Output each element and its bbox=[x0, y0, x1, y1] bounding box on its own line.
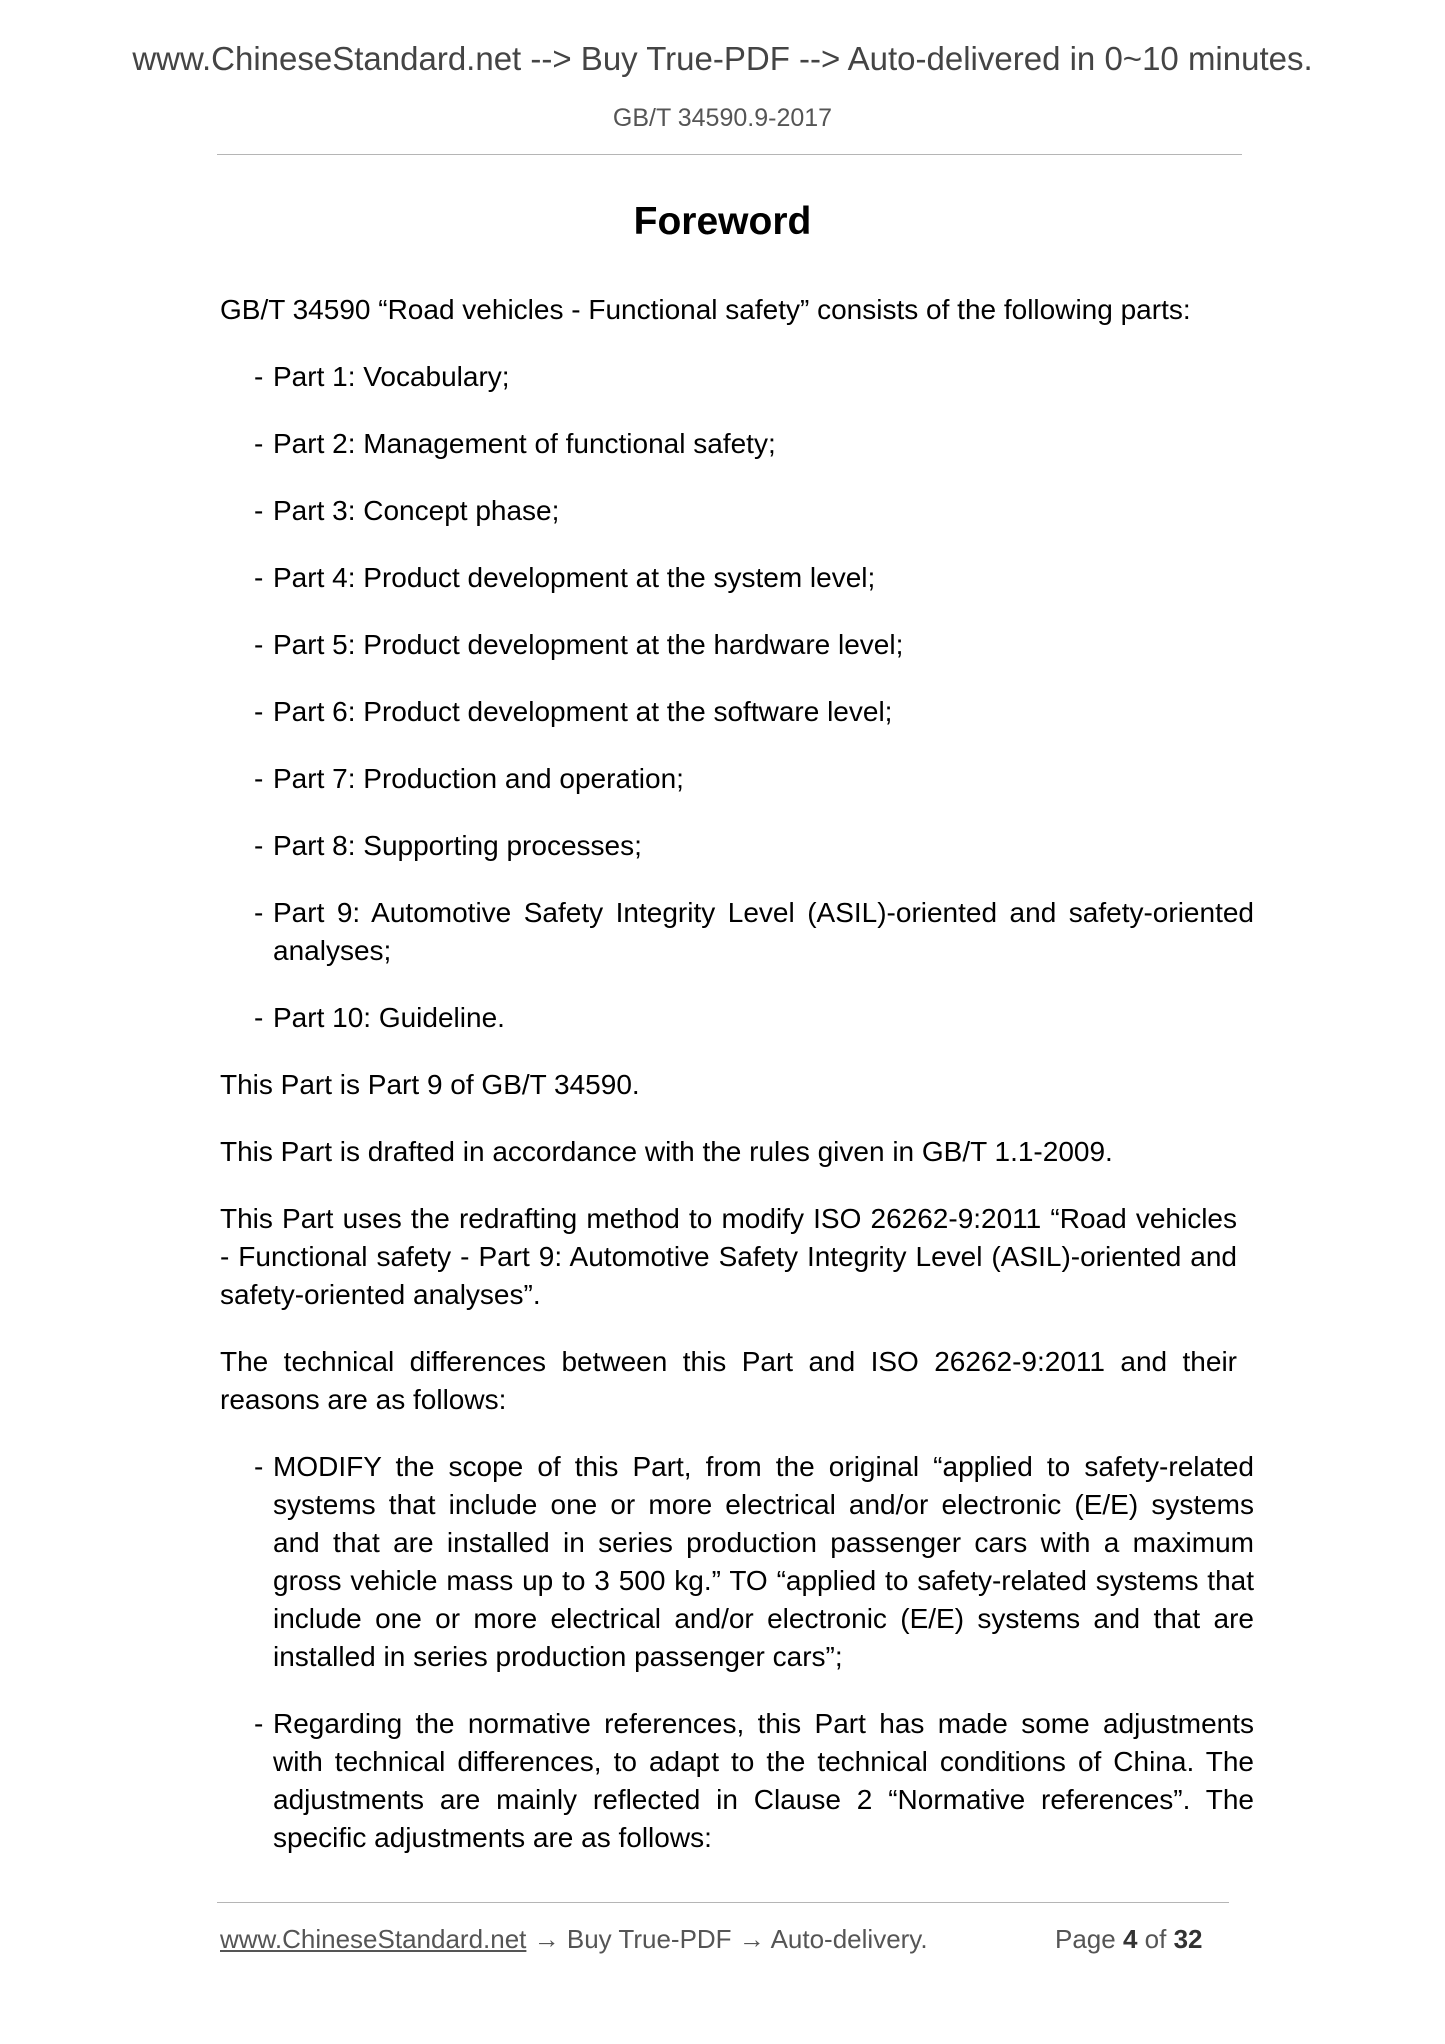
list-item-part-1 bbox=[254, 358, 1254, 396]
list-item-text: MODIFY the scope of this Part, from the original “applied to safety-related systems that include one or more electrical and/or electronic (E/E) systems and that are installed in series production passenger cars with a maximum gross vehicle mass up to 3 500 kg.” TO “applied to safety-related systems that include one or more electrical and/or electronic (E/E) systems and that are installed in series production passenger cars”; bbox=[273, 1451, 1254, 1672]
list-item-part-6 bbox=[254, 693, 1254, 731]
top-banner: www.ChineseStandard.net --> Buy True-PDF --> Auto-delivered in 0~10 minutes. bbox=[132, 40, 1313, 77]
list-item-part-5 bbox=[254, 626, 1254, 664]
difference-item-references bbox=[254, 1705, 1254, 1857]
list-item-text: Part 4: Product development at the system level; bbox=[273, 562, 876, 593]
list-dash: - bbox=[254, 1002, 264, 1033]
list-item-part-8 bbox=[254, 827, 1254, 865]
page-number: 4 bbox=[1122, 1924, 1138, 1954]
list-item-text: Part 10: Guideline. bbox=[273, 1002, 505, 1033]
intro-paragraph: GB/T 34590 “Road vehicles - Functional safety” consists of the following parts: bbox=[220, 294, 1191, 325]
list-item-part-10 bbox=[254, 999, 1254, 1037]
list-item-text: Part 9: Automotive Safety Integrity Level (ASIL)-oriented and safety-oriented analyses; bbox=[273, 897, 1254, 966]
list-dash: - bbox=[254, 830, 264, 861]
list-dash: - bbox=[254, 696, 264, 727]
list-dash: - bbox=[254, 428, 264, 459]
page-indicator bbox=[1055, 1924, 1203, 1955]
list-dash: - bbox=[254, 361, 264, 392]
list-item-part-3 bbox=[254, 492, 1254, 530]
footer-divider bbox=[217, 1902, 1229, 1903]
list-dash: - bbox=[254, 1708, 264, 1739]
footer-tail-text: → Buy True-PDF → Auto-delivery. bbox=[526, 1924, 928, 1954]
header-divider bbox=[217, 154, 1242, 155]
paragraph-drafting-rules: This Part is drafted in accordance with the rules given in GB/T 1.1-2009. bbox=[220, 1136, 1113, 1167]
list-item-text: Part 7: Production and operation; bbox=[273, 763, 684, 794]
paragraph-technical-differences: The technical differences between this Part and ISO 26262-9:2011 and their reasons are as follows: bbox=[220, 1346, 1237, 1415]
list-item-text: Part 6: Product development at the software level; bbox=[273, 696, 893, 727]
list-item-text: Part 2: Management of functional safety; bbox=[273, 428, 776, 459]
list-dash: - bbox=[254, 495, 264, 526]
list-item-text: Part 1: Vocabulary; bbox=[273, 361, 510, 392]
page-title: Foreword bbox=[633, 200, 812, 243]
list-dash: - bbox=[254, 1451, 264, 1482]
list-item-part-4 bbox=[254, 559, 1254, 597]
paragraph-redrafting-method: This Part uses the redrafting method to modify ISO 26262-9:2011 “Road vehicles - Functional safety - Part 9: Automotive Safety Integrity Level (ASIL)-oriented and safety-oriented analyses”. bbox=[220, 1203, 1237, 1310]
list-dash: - bbox=[254, 629, 264, 660]
paragraph-part-number: This Part is Part 9 of GB/T 34590. bbox=[220, 1069, 640, 1100]
page-label: Page bbox=[1055, 1924, 1116, 1954]
list-item-text: Regarding the normative references, this Part has made some adjustments with technical differences, to adapt to the technical conditions of China. The adjustments are mainly reflected in Clause 2 “Normative references”. The specific adjustments are as follows: bbox=[273, 1708, 1254, 1853]
page-total: 32 bbox=[1173, 1924, 1203, 1954]
list-item-part-2 bbox=[254, 425, 1254, 463]
list-item-text: Part 8: Supporting processes; bbox=[273, 830, 642, 861]
footer-site-link[interactable]: www.ChineseStandard.net bbox=[220, 1924, 527, 1954]
list-dash: - bbox=[254, 562, 264, 593]
list-dash: - bbox=[254, 763, 264, 794]
list-item-text: Part 3: Concept phase; bbox=[273, 495, 560, 526]
list-dash: - bbox=[254, 897, 264, 928]
difference-item-scope bbox=[254, 1448, 1254, 1676]
list-item-part-9 bbox=[254, 894, 1254, 970]
document-id: GB/T 34590.9-2017 bbox=[612, 104, 833, 132]
list-item-text: Part 5: Product development at the hardware level; bbox=[273, 629, 904, 660]
footer-left bbox=[220, 1924, 928, 1955]
of-label: of bbox=[1144, 1924, 1167, 1954]
list-item-part-7 bbox=[254, 760, 1254, 798]
